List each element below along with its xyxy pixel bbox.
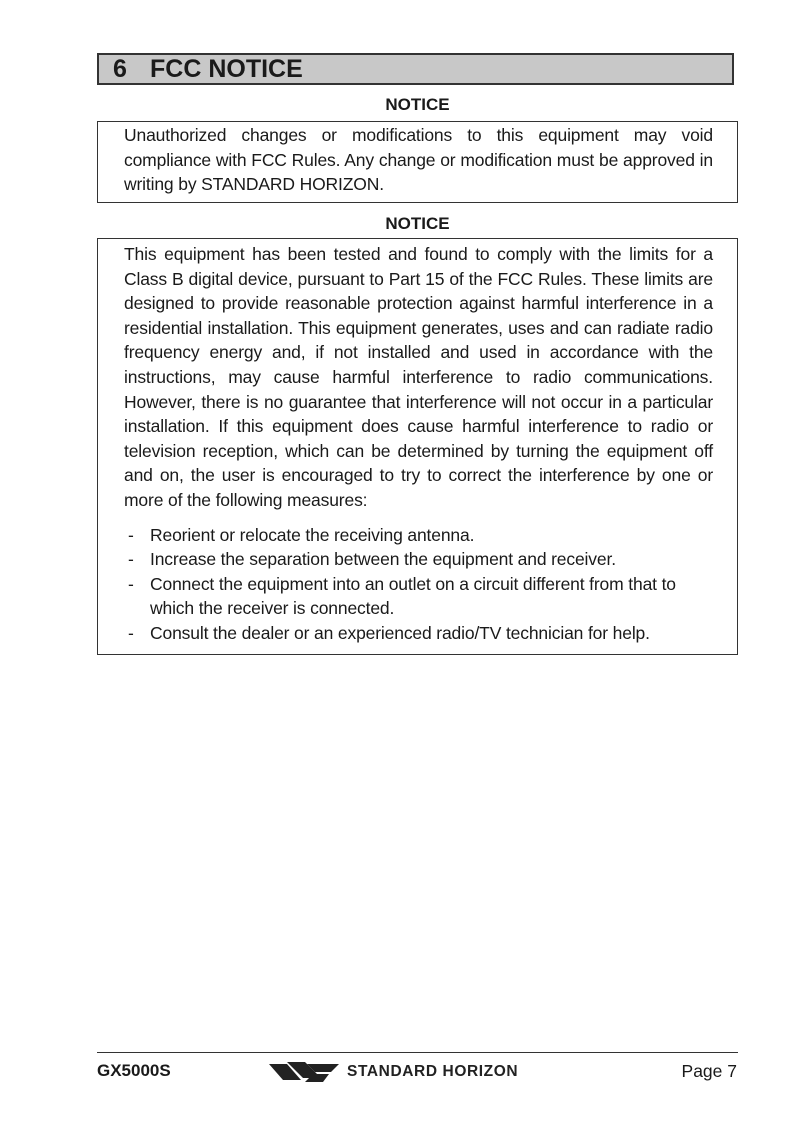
footer-divider [97,1052,738,1053]
measure-text: Increase the separation between the equipment and receiver. [150,549,616,570]
bullet-dash: - [128,549,134,570]
bullet-dash: - [128,573,134,594]
measure-text: Connect the equipment into an outlet on a circuit different from that to which the receiver is connected. [150,573,676,619]
list-item [124,621,713,646]
bullet-dash: - [128,524,134,545]
notice-body-1: Unauthorized changes or modifications to this equipment may void compliance with FCC Rules. Any change or modification must be approved in writing by STANDARD HORIZON. [124,125,713,195]
notice-box-2 [97,238,738,655]
standard-horizon-logo-icon [269,1060,339,1084]
bullet-dash: - [128,622,134,643]
list-item [124,572,713,621]
notice-heading-1: NOTICE [385,95,450,114]
section-title: FCC NOTICE [150,54,303,83]
brand-name: STANDARD HORIZON [347,1063,519,1080]
list-item [124,547,713,572]
measures-list [124,523,713,646]
measure-text: Consult the dealer or an experienced radio/TV technician for help. [150,622,650,643]
list-item [124,523,713,548]
page-number: Page 7 [681,1061,737,1081]
section-header [97,53,734,85]
notice-body-2: This equipment has been tested and found to comply with the limits for a Class B digital device, pursuant to Part 15 of the FCC Rules. These limits are designed to provide reasonable protection against harmful interference in a residential installation. This equipment generates, uses and can radiate radio frequency energy and, if not installed and used in accordance with the instructions, may cause harmful interference to radio communications. However, there is no guarantee that interference will not occur in a particular installation. If this equipment does cause harmful interference to radio or television reception, which can be determined by turning the equipment off and on, the user is encouraged to try to correct the interference by one or more of the following measures: [124,244,713,510]
measure-text: Reorient or relocate the receiving antenna. [150,524,475,545]
section-number: 6 [113,54,127,83]
notice-box-1 [97,121,738,203]
footer-logo [269,1060,518,1084]
notice-heading-2: NOTICE [385,214,450,233]
footer-model: GX5000S [97,1061,171,1080]
